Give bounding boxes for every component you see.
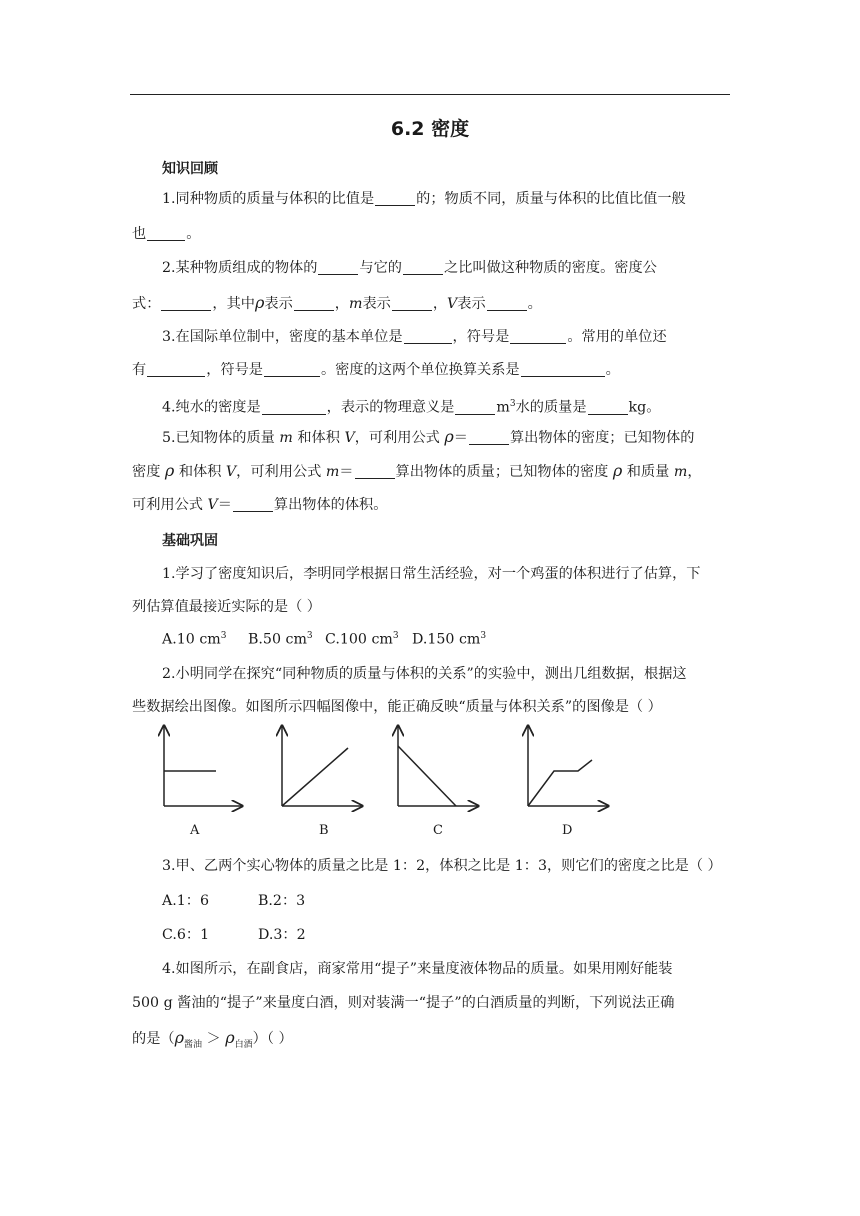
basic-q1-option-c: C.100 $cm^3$ — [325, 631, 399, 648]
review-q2-line2: 式： ，其中ρ表示 ，m表示 ，V表示 。 — [132, 293, 542, 312]
basic-q4-line3: 的是$(\rho_{酱油} > \rho_{白酒})$（ ） — [132, 1028, 293, 1050]
basic-q2-line2: 些数据绘出图像。如图所示四幅图像中，能正确反映“质量与体积关系”的图像是（ ） — [132, 699, 662, 715]
basic-q3-option-b: B.2：3 — [258, 893, 306, 909]
graph-b — [282, 726, 362, 806]
basic-q1-line2: 列估算值最接近实际的是（ ） — [132, 599, 321, 615]
graph-label-d: D — [562, 823, 573, 838]
section-review-heading: 知识回顾 — [162, 161, 218, 177]
graph-label-c: C — [433, 823, 443, 838]
basic-q1-option-d: D.150 $cm^3$ — [412, 631, 487, 648]
basic-q3-option-a: A.1：6 — [162, 893, 209, 909]
basic-q2-line1: 2.小明同学在探究“同种物质的质量与体积的关系”的实验中，测出几组数据，根据这 — [162, 666, 687, 682]
review-q3-line2: 有 ，符号是 。密度的这两个单位换算关系是 。 — [132, 362, 620, 378]
review-q4-line: 4.纯水的密度是 ，表示的物理意义是 $m^3$水的质量是 kg。 — [162, 399, 661, 416]
header-rule — [130, 94, 730, 95]
basic-q1-option-a: A.10 $cm^3$ — [162, 631, 227, 648]
review-q1-line1: 1.同种物质的质量与体积的比值是 的；物质不同，质量与体积的比值比值一般 — [162, 191, 686, 207]
basic-q3-option-c: C.6：1 — [162, 927, 210, 943]
page-title: 6.2 密度 — [390, 118, 470, 140]
basic-q1-option-b: B.50 $cm^3$ — [248, 631, 313, 648]
basic-q3-option-d: D.3：2 — [258, 927, 306, 943]
basic-q4-line2: 500 g 酱油的“提子”来量度白酒，则对装满一“提子”的白酒质量的判断，下列说法正确 — [132, 995, 675, 1011]
review-q2-line1: 2.某种物质组成的物体的 与它的 之比叫做这种物质的密度。密度公 — [162, 260, 657, 276]
basic-q1-line1: 1.学习了密度知识后，李明同学根据日常生活经验，对一个鸡蛋的体积进行了估算，下 — [162, 566, 701, 582]
review-q5-line3: 可利用公式 V＝ 算出物体的体积。 — [132, 497, 388, 513]
review-q1-line2: 也 。 — [132, 226, 201, 242]
graph-c — [398, 726, 478, 806]
review-q5-line2: 密度 ρ 和体积 V，可利用公式 m＝ 算出物体的质量；已知物体的密度 ρ 和质量 m， — [132, 461, 702, 480]
review-q5-line1: 5.已知物体的质量 m 和体积 V，可利用公式 ρ＝ 算出物体的密度；已知物体的 — [162, 427, 695, 446]
section-basic-heading: 基础巩固 — [162, 533, 218, 549]
graph-d — [528, 726, 608, 806]
basic-q4-line1: 4.如图所示，在副食店，商家常用“提子”来量度液体物品的质量。如果用刚好能装 — [162, 961, 673, 977]
graph-label-a: A — [190, 823, 200, 838]
mass-volume-graphs — [150, 722, 610, 842]
review-q3-line1: 3.在国际单位制中，密度的基本单位是 ，符号是 。常用的单位还 — [162, 329, 667, 345]
basic-q3-line1: 3.甲、乙两个实心物体的质量之比是 1：2，体积之比是 1：3，则它们的密度之比是（ ） — [162, 858, 722, 874]
graph-a — [164, 726, 242, 806]
graph-label-b: B — [319, 823, 329, 838]
